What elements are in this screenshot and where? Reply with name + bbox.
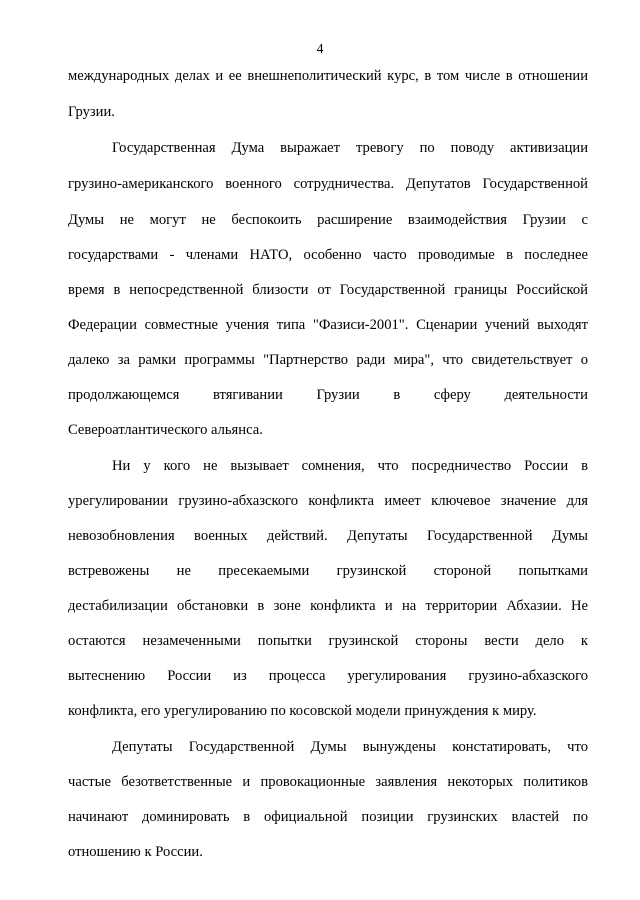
text-line: остаются незамеченными попытки грузинской стороны вести дело к [68, 633, 588, 649]
text-line: встревожены не пресекаемыми грузинской стороной попытками [68, 563, 588, 579]
text-line: Ни у кого не вызывает сомнения, что посредничество России в [112, 458, 588, 474]
text-line: Грузии. [68, 104, 115, 120]
text-line: конфликта, его урегулированию по косовской модели принуждения к миру. [68, 703, 537, 719]
text-line: Североатлантического альянса. [68, 422, 263, 438]
text-line: грузино-американского военного сотрудничества. Депутатов Государственной [68, 176, 588, 192]
text-line: частые безответственные и провокационные заявления некоторых политиков [68, 774, 588, 790]
text-line: время в непосредственной близости от Государственной границы Российской [68, 282, 588, 298]
text-line: начинают доминировать в официальной позиции грузинских властей по [68, 809, 588, 825]
text-line: Федерации совместные учения типа "Фазиси-2001". Сценарии учений выходят [68, 317, 588, 333]
text-line: Государственная Дума выражает тревогу по поводу активизации [112, 140, 588, 156]
text-line: дестабилизации обстановки в зоне конфликта и на территории Абхазии. Не [68, 598, 588, 614]
page-number: 4 [316, 42, 324, 57]
text-line: вытеснению России из процесса урегулирования грузино-абхазского [68, 668, 588, 684]
text-line: Депутаты Государственной Думы вынуждены констатировать, что [112, 739, 588, 755]
text-line: Думы не могут не беспокоить расширение взаимодействия Грузии с [68, 212, 588, 228]
text-line: урегулировании грузино-абхазского конфликта имеет ключевое значение для [68, 493, 588, 509]
text-line: международных делах и ее внешнеполитический курс, в том числе в отношении [68, 68, 588, 84]
text-line: продолжающемся втягивании Грузии в сферу деятельности [68, 387, 588, 403]
text-line: невозобновления военных действий. Депутаты Государственной Думы [68, 528, 588, 544]
text-line: далеко за рамки программы "Партнерство ради мира", что свидетельствует о [68, 352, 588, 368]
text-line: государствами - членами НАТО, особенно часто проводимые в последнее [68, 247, 588, 263]
text-line: отношению к России. [68, 844, 203, 860]
